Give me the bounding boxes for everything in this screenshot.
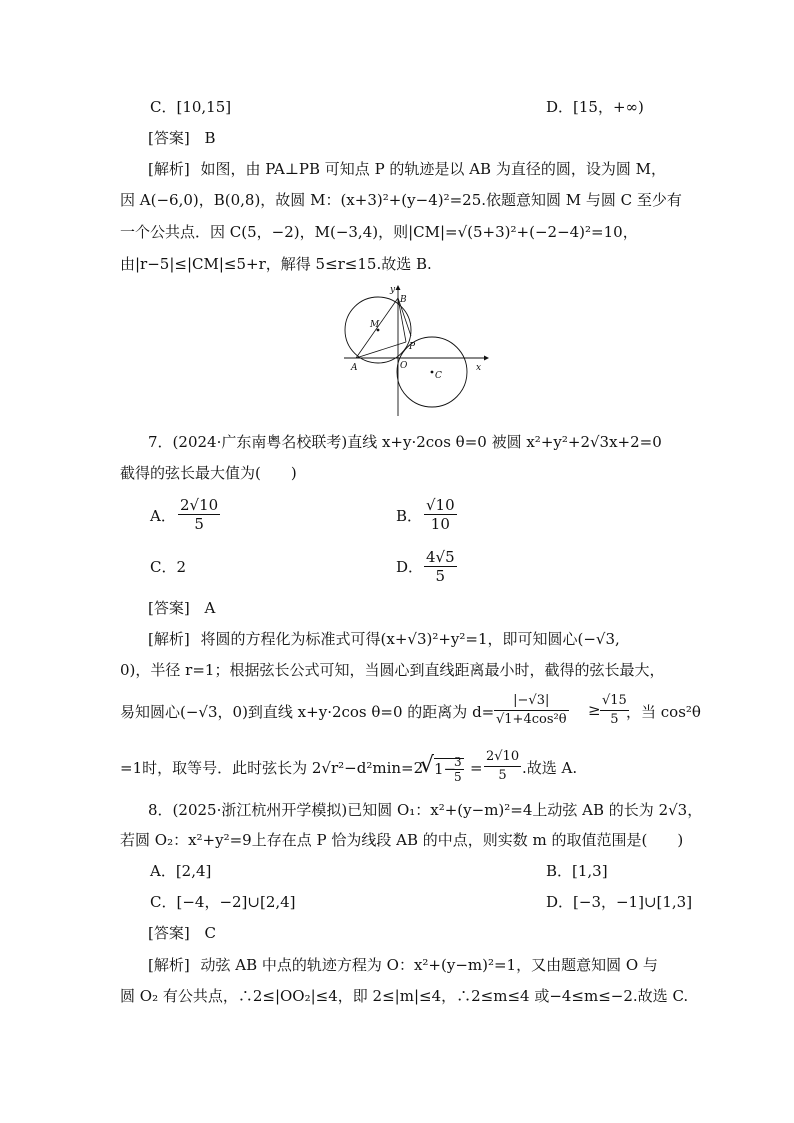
q6-analysis-line-1: [解析] 如图，由 PA⊥PB 可知点 P 的轨迹是以 AB 为直径的圆，设为圆 M， [148,160,666,178]
q6-analysis-line-2: 因 A(−6,0)，B(0,8)，故圆 M：(x+3)²+(y−4)²=25.依题意知圆 M 与圆 C 至少有 [120,191,682,209]
q7-stem-line-2: 截得的弦长最大值为( ) [120,464,297,482]
q6-analysis-line-4: 由|r−5|≤|CM|≤5+r，解得 5≤r≤15.故选 B. [120,255,432,273]
analysis-tag: [解析] [148,160,190,178]
q7-option-d-fraction: $\frac{4√5}{5}$ [426,548,455,585]
ratio-fraction: $\frac{3}{5}$ [454,755,462,784]
answer-value: C [204,924,216,942]
label-y: y [390,285,396,295]
answer-tag: [答案] [148,924,190,942]
q7-option-a-prefix: A． [150,507,176,525]
answer-value: B [204,129,216,147]
q7-answer [148,598,708,618]
q7-option-a-fraction: $\frac{2√10}{5}$ [180,496,219,533]
q7-options-row-2 [150,548,710,588]
distance-fraction: $\frac{|-√3|}{\text{√1+4cos²θ}}$ [496,693,567,727]
label-P: P [409,342,416,352]
q8-analysis-line-2: 圆 O₂ 有公共点，∴2≤|OO₂|≤4，即 2≤|m|≤4，∴2≤m≤4 或−4≤m≤−2.故选 C. [120,987,689,1005]
label-M: M [370,320,380,330]
label-B: B [400,295,407,305]
q7-analysis-line-3: 易知圆心(−√3，0)到直线 x+y·2cos θ=0 的距离为 d= $\frac{|-√3|}{\text{√1+4cos²θ}}$ ≥ $\frac{√15}{5}$ ，当 cos²θ [120,693,701,727]
q6-option-c: C．[10,15] [150,98,232,116]
answer-value: A [204,599,216,617]
q7-analysis-line-2: 0)，半径 r=1；根据弦长公式可知，当圆心到直线距离最小时，截得的弦长最大， [120,661,665,679]
q8-options-row-2 [150,892,710,912]
q7-option-d-prefix: D． [396,558,424,576]
label-O: O [400,361,408,371]
label-A: A [351,363,358,373]
sqrt-sign-icon: √ [420,753,435,778]
q8-option-c: C．[−4，−2]∪[2,4] [150,893,296,911]
answer-tag: [答案] [148,129,190,147]
circle-diagram [336,282,496,420]
q8-option-b: B．[1,3] [546,862,608,880]
q7-analysis-line-1: [解析] 将圆的方程化为标准式可得(x+√3)²+y²=1，即可知圆心(−√3, [148,630,620,648]
answer-tag: [答案] [148,599,190,617]
q8-stem-line-2: 若圆 O₂：x²+y²=9上存在点 P 恰为线段 AB 的中点，则实数 m 的取值范围是( ) [120,831,684,849]
q8-option-d: D．[−3，−1]∪[1,3] [546,893,693,911]
min-distance-fraction: $\frac{√15}{5}$ [602,693,627,727]
q6-option-d: D．[15，+∞) [546,98,644,116]
q8-option-a: A．[2,4] [150,862,212,880]
q8-stem-line-1: 8．(2025·浙江杭州开学模拟)已知圆 O₁：x²+(y−m)²=4上动弦 AB 的长为 2√3， [148,801,703,819]
q8-answer [148,923,708,943]
q7-options-row-1 [150,496,710,536]
q6-options-row [150,97,710,117]
chord-length-fraction: $\frac{2√10}{5}$ [486,749,520,783]
analysis-tag: [解析] [148,630,190,648]
q7-analysis-line-4: =1时，取等号．此时弦长为 2√r²−d²min=2 √ 1− $\frac{3}{5}$ = $\frac{2√10}{5}$ .故选 A. [120,749,578,784]
q8-options-row-1 [150,861,710,881]
q7-option-b-prefix: B． [396,507,423,525]
q6-analysis-line-3: 一个公共点．因 C(5，−2)，M(−3,4)，则|CM|=√(5+3)²+(−2−4)²=10， [120,223,638,241]
label-C: C [435,371,442,381]
q7-stem-line-1: 7．(2024·广东南粤名校联考)直线 x+y·2cos θ=0 被圆 x²+y²+2√3x+2=0 [148,433,662,451]
q8-analysis-line-1: [解析] 动弦 AB 中点的轨迹方程为 O：x²+(y−m)²=1，又由题意知圆 O 与 [148,956,658,974]
q6-answer [148,128,708,148]
label-x: x [476,363,482,373]
q7-option-b-fraction: $\frac{√10}{10}$ [426,496,455,533]
analysis-tag: [解析] [148,956,190,974]
q7-option-c: C．2 [150,558,187,576]
